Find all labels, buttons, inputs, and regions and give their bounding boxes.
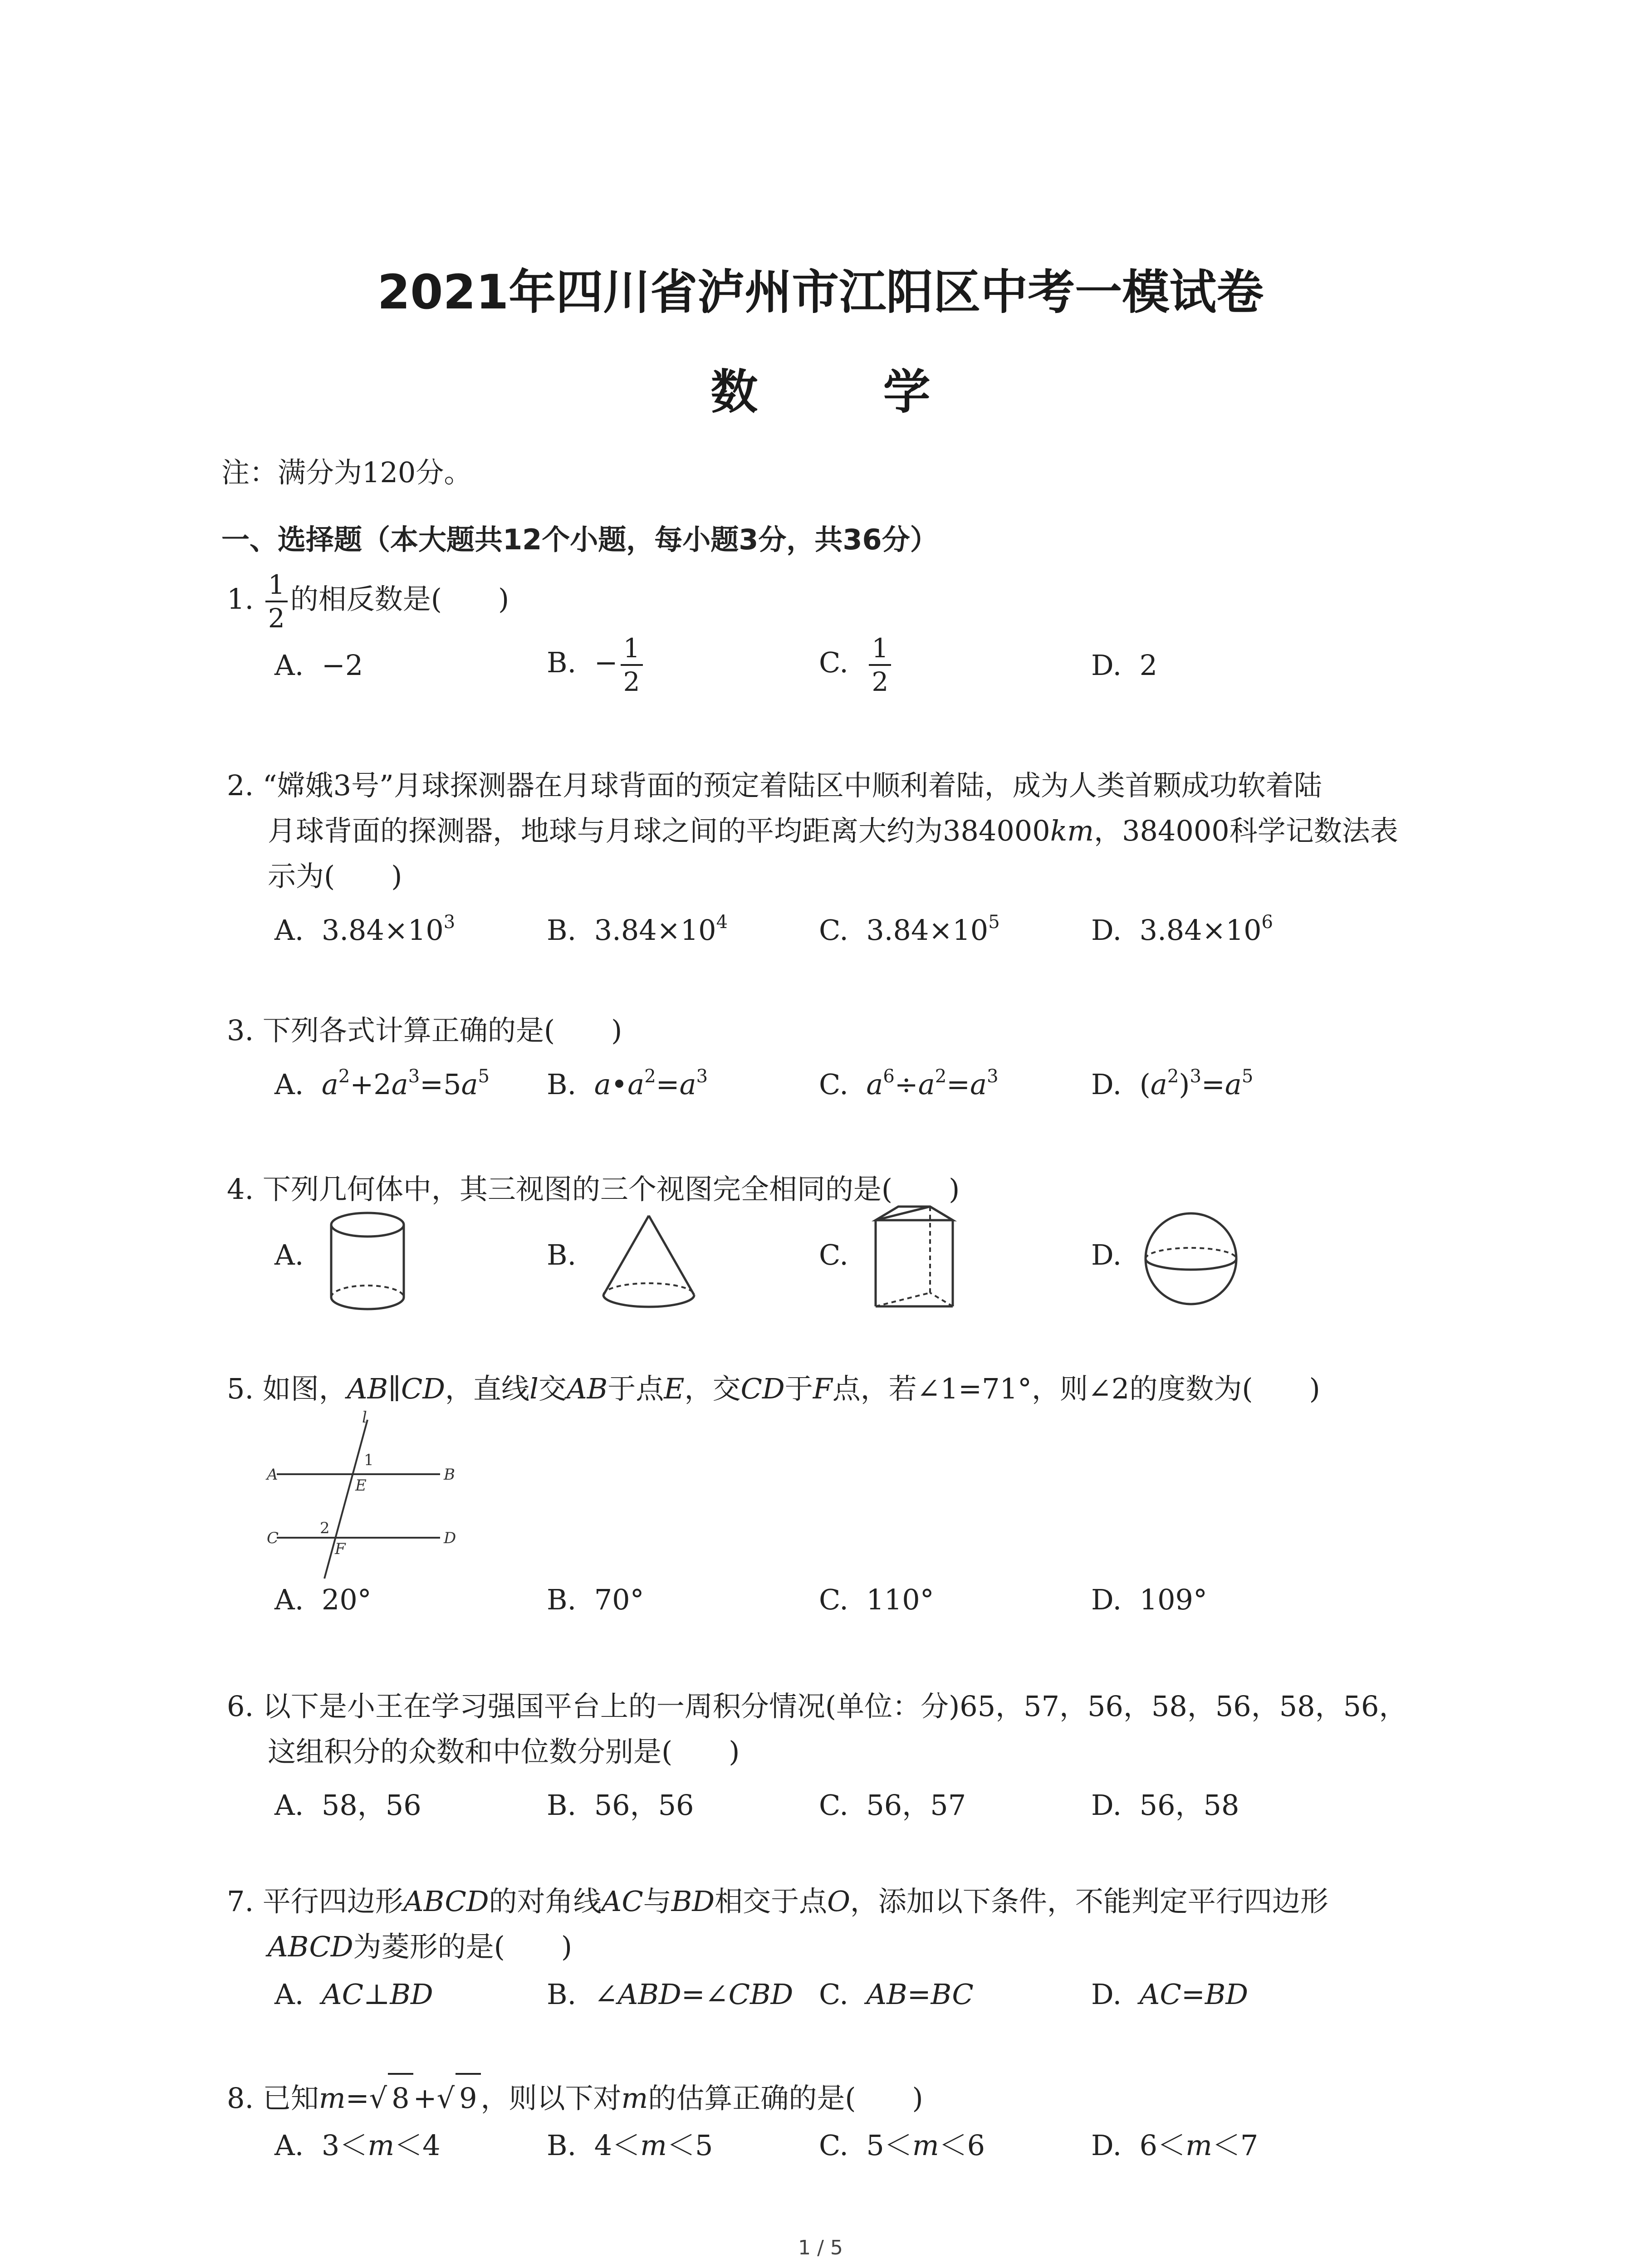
option-b: B. $a•a^2=a^3$	[547, 1066, 708, 1101]
label-d: D	[444, 1529, 456, 1547]
option-b: B. 56，56	[547, 1789, 694, 1822]
question-5: 5. 如图，AB∥CD，直线l交AB于点E，交CD于F点，若∠1=71°，则∠2的度数为( )	[227, 1372, 1320, 1405]
score-note: 注：满分为120分。	[221, 456, 472, 489]
sphere-figure	[1139, 1207, 1243, 1311]
label-b: B	[444, 1466, 455, 1484]
triangular-prism-figure	[867, 1202, 971, 1320]
question-number: 3.	[227, 1014, 254, 1047]
option-a: A. −2	[274, 649, 363, 682]
option-c: C. $a^6\div a^2=a^3$	[819, 1066, 999, 1101]
page-title: 2021年四川省泸州市江阳区中考一模试卷	[377, 264, 1264, 320]
option-c: C. $\frac{1}{2}$	[819, 635, 894, 695]
question-number: 6.	[227, 1690, 254, 1723]
question-2-line3: 示为( )	[268, 860, 402, 893]
question-4: 4. 下列几何体中，其三视图的三个视图完全相同的是( )	[227, 1173, 960, 1206]
option-d: D. 2	[1091, 649, 1158, 682]
option-a: A. 3＜m＜4	[274, 2129, 441, 2162]
question-1	[227, 569, 509, 634]
option-b: B. − $\frac{1}{2}$	[547, 635, 646, 695]
question-number: 7.	[227, 1885, 254, 1918]
question-2: 2. “嫦娥3号”月球探测器在月球背面的预定着陆区中顺利着陆，成为人类首颗成功软着陆	[227, 769, 1322, 802]
label-l: l	[362, 1408, 367, 1427]
label-e: E	[355, 1476, 367, 1495]
parallel-lines-figure	[259, 1406, 495, 1588]
question-stem: 的相反数是( )	[290, 582, 509, 616]
label-angle-1: 1	[364, 1451, 374, 1469]
subject-title: 数 学	[710, 364, 985, 420]
question-number: 2.	[227, 769, 254, 802]
page-number: 1 / 5	[798, 2236, 843, 2259]
cylinder-figure	[322, 1207, 413, 1315]
option-a: A. 20°	[274, 1583, 372, 1616]
option-a: A. AC⊥BD	[274, 1978, 433, 2011]
option-a: A. 58，56	[274, 1789, 421, 1822]
sqrt-icon: √	[436, 2082, 455, 2115]
option-c: C. 56，57	[819, 1789, 966, 1822]
label-angle-2: 2	[320, 1519, 330, 1537]
option-d: D. 56，58	[1091, 1789, 1239, 1822]
option-b: B. 70°	[547, 1583, 644, 1616]
option-c: C. 110°	[819, 1583, 934, 1616]
option-c: C. AB=BC	[819, 1978, 974, 2011]
option-d: D. $(a^2)^3=a^5$	[1091, 1066, 1254, 1101]
question-7-line2: ABCD为菱形的是( )	[268, 1930, 573, 1963]
option-a-label: A.	[274, 1238, 304, 1271]
question-2-line2: 月球背面的探测器，地球与月球之间的平均距离大约为384000km，384000科学记数法表	[268, 814, 1398, 847]
option-d-label: D.	[1091, 1238, 1122, 1271]
option-c: C. $3.84\times 10^5$	[819, 912, 1000, 947]
question-number: 8.	[227, 2082, 254, 2115]
question-8: 8. 已知m=√ 8 +√ 9 ，则以下对m的估算正确的是( )	[227, 2073, 923, 2122]
option-d: D. AC=BD	[1091, 1978, 1249, 2011]
question-6: 6. 以下是小王在学习强国平台上的一周积分情况(单位：分)65，57，56，58，56，58，56，	[227, 1690, 1407, 1723]
option-d: D. $3.84\times 10^6$	[1091, 912, 1273, 947]
question-number: 1.	[227, 582, 254, 616]
question-3: 3. 下列各式计算正确的是( )	[227, 1014, 622, 1047]
question-number: 5.	[227, 1372, 254, 1405]
sqrt-icon: √	[369, 2082, 387, 2115]
question-number: 4.	[227, 1173, 254, 1206]
label-c: C	[267, 1529, 279, 1547]
option-b: B. ∠ABD=∠CBD	[547, 1978, 794, 2011]
question-7: 7. 平行四边形ABCD的对角线AC与BD相交于点O，添加以下条件，不能判定平行四边形	[227, 1885, 1328, 1918]
option-b-label: B.	[547, 1238, 577, 1271]
option-d: D. 6＜m＜7	[1091, 2129, 1259, 2162]
label-f: F	[335, 1540, 346, 1558]
option-a: A. $3.84\times 10^3$	[274, 912, 456, 947]
option-d: D. 109°	[1091, 1583, 1207, 1616]
option-c: C. 5＜m＜6	[819, 2129, 985, 2162]
question-6-line2: 这组积分的众数和中位数分别是( )	[268, 1735, 740, 1768]
cone-figure	[594, 1207, 703, 1315]
option-c-label: C.	[819, 1238, 848, 1271]
line-l	[324, 1420, 367, 1579]
fraction: $\frac{1}{2}$	[265, 572, 288, 631]
option-a: A. $a^2+2a^3=5a^5$	[274, 1066, 490, 1101]
section-heading: 一、选择题（本大题共12个小题，每小题3分，共36分）	[221, 523, 938, 556]
option-b: B. 4＜m＜5	[547, 2129, 713, 2162]
option-b: B. $3.84\times 10^4$	[547, 912, 728, 947]
label-a: A	[267, 1466, 278, 1484]
